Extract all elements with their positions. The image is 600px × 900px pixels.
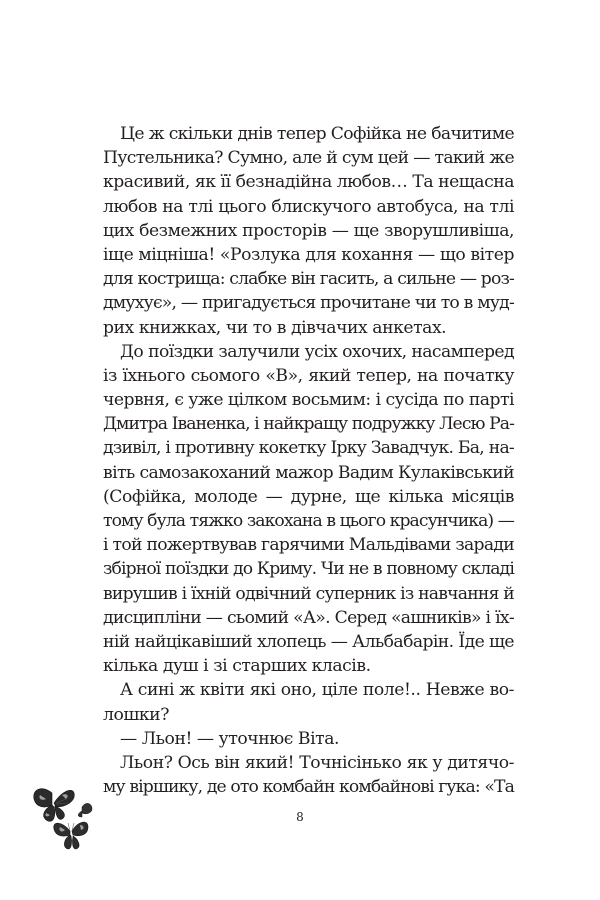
text-line: Дмитра Іваненка, і найкращу подружку Лесю Ра-	[103, 414, 514, 435]
text-line: дзивіл, і противну кокетку Ірку Завадчук. Ба, на-	[103, 438, 514, 459]
text-line: іще міцніша! «Розлука для кохання — що вітер	[103, 244, 514, 265]
text-line: цих безмежних просторів — ще зворушливіша,	[103, 220, 514, 241]
text-line: збірної поїздки до Криму. Чи не в повному складі	[103, 559, 514, 580]
body-text	[103, 122, 514, 799]
text-line: дисципліни — сьомий «А». Серед «ашників» і їх-	[103, 607, 514, 628]
text-line: До поїздки залучили усіх охочих, насамперед	[120, 341, 514, 362]
text-line: (Софійка, молоде — дурне, ще кілька місяців	[103, 486, 514, 507]
text-line: Пустельника? Сумно, але й сум цей — такий же	[103, 148, 514, 169]
text-line: Льон? Ось він який! Точнісінько як у дитячо-	[120, 752, 514, 773]
text-line: червня, є уже цілком восьмим: і сусіда по парті	[103, 390, 514, 411]
text-line: му віршику, де ото комбайн комбайнові гука: «Та	[103, 777, 514, 798]
text-line: тому була тяжко закохана в цього красунчика) —	[103, 511, 514, 531]
text-line: і той пожертвував гарячими Мальдівами заради	[103, 535, 514, 556]
text-line: ній найцікавіший хлопець — Альбабарін. Їде ще	[103, 631, 514, 652]
text-line: вирушив і їхній одвічний суперник із навчання й	[103, 583, 514, 604]
text-line: любов на тлі цього блискучого автобуса, на тлі	[103, 196, 514, 217]
text-line: Це ж скільки днів тепер Софійка не бачитиме	[120, 124, 514, 144]
text-line: віть самозакоханий мажор Вадим Кулаківський	[103, 462, 514, 483]
text-line: дмухує», — пригадується прочитане чи то в муд-	[103, 293, 514, 314]
text-line: кілька душ і зі старших класів.	[103, 656, 371, 677]
page-number: 8	[296, 810, 304, 824]
text-line: лошки?	[103, 704, 169, 725]
text-line: — Льон! — уточнює Віта.	[120, 728, 340, 749]
text-line: А сині ж квіти які оно, ціле поле!.. Невже во-	[120, 680, 514, 701]
text-line: красивий, як її безнадійна любов… Та нещасна	[103, 172, 514, 193]
text-line: для кострища: слабке він гасить, а сильне — роз-	[103, 269, 514, 290]
text-line: рих книжках, чи то в дівчачих анкетах.	[103, 317, 447, 338]
text-line: із їхнього сьомого «В», який тепер, на початку	[103, 365, 514, 386]
